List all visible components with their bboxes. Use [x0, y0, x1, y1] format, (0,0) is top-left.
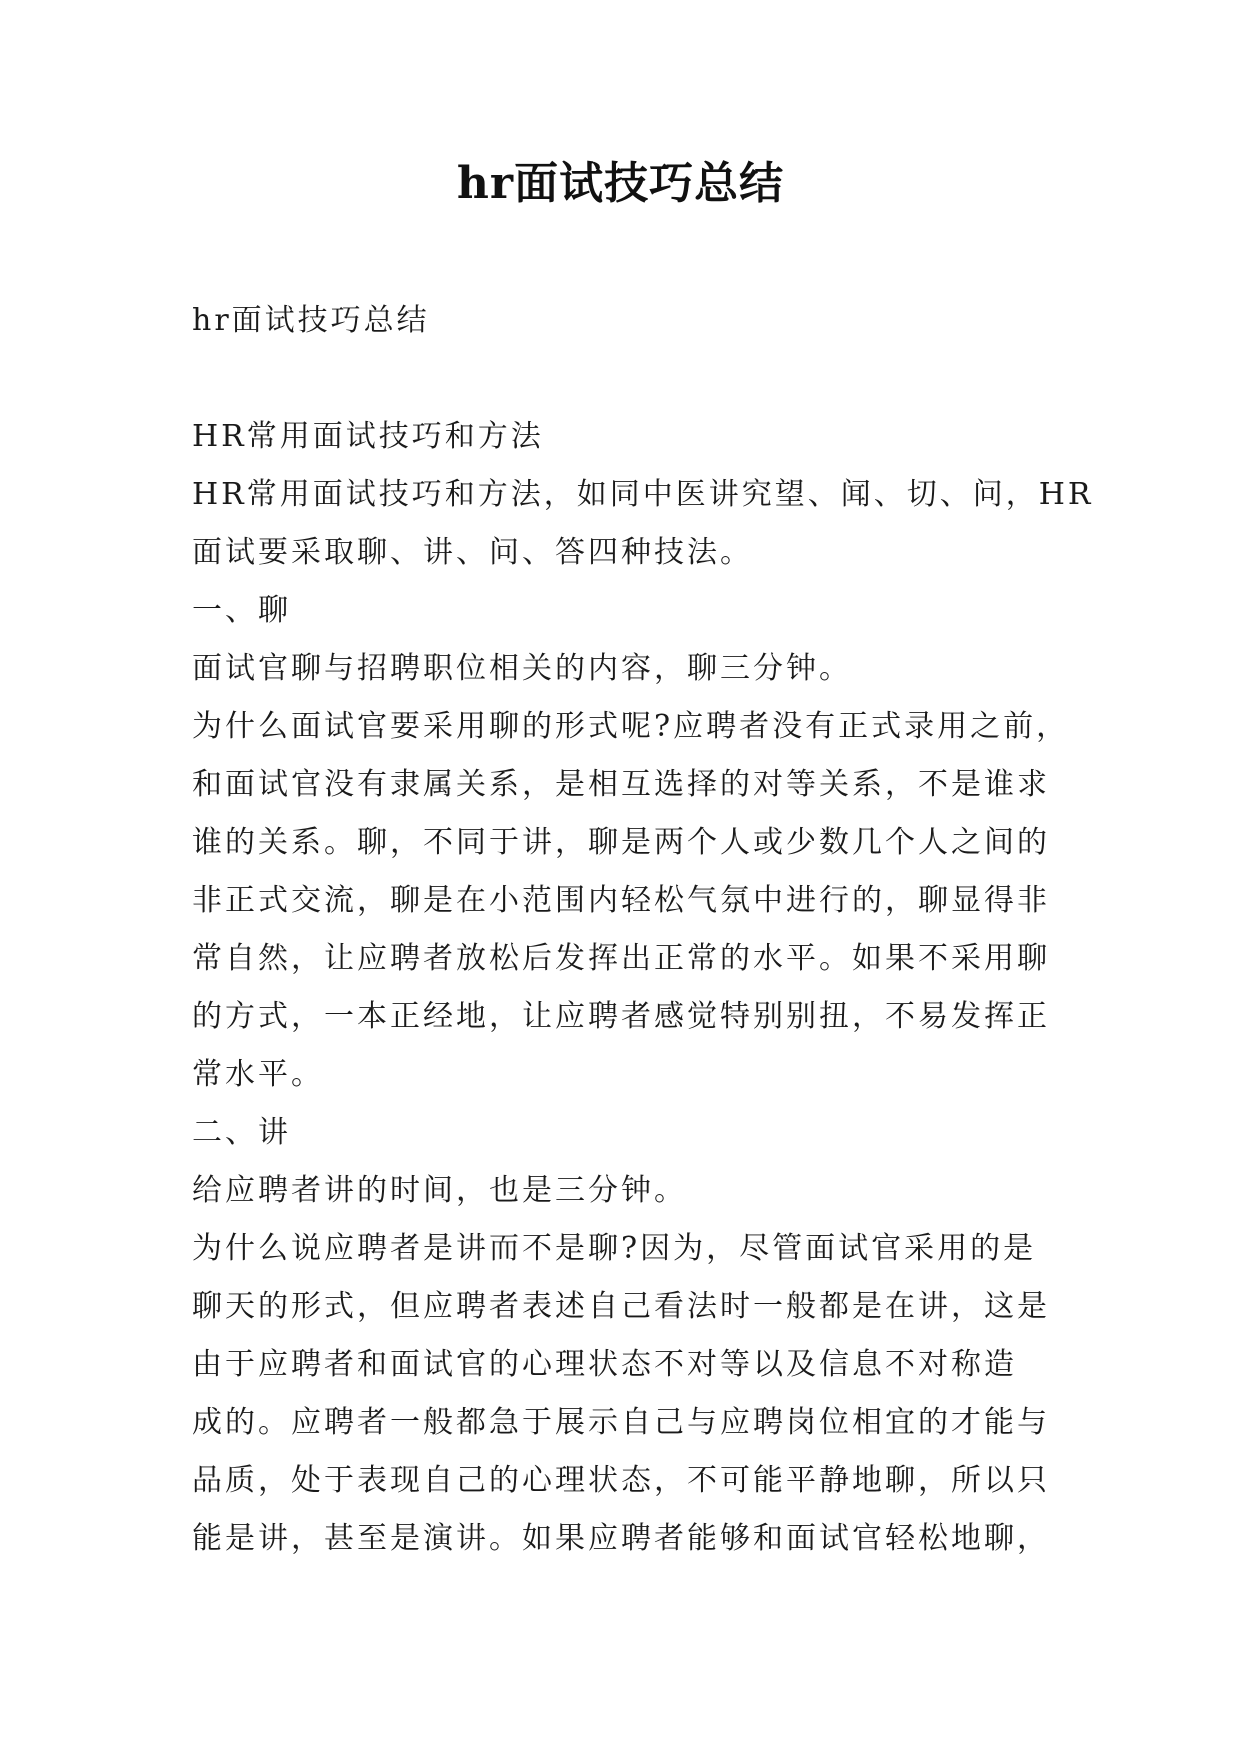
section-heading: HR常用面试技巧和方法	[192, 419, 544, 454]
body-line: 常水平。	[192, 1057, 324, 1092]
section-heading-chat: 一、聊	[192, 593, 291, 628]
section-heading-talk: 二、讲	[192, 1115, 291, 1150]
body-line: 和面试官没有隶属关系，是相互选择的对等关系，不是谁求	[192, 767, 1050, 802]
body-line: 谁的关系。聊，不同于讲，聊是两个人或少数几个人之间的	[192, 825, 1050, 860]
body-line: 非正式交流，聊是在小范围内轻松气氛中进行的，聊显得非	[192, 883, 1050, 918]
body-line: 由于应聘者和面试官的心理状态不对等以及信息不对称造	[192, 1347, 1017, 1382]
body-line: 成的。应聘者一般都急于展示自己与应聘岗位相宜的才能与	[192, 1405, 1050, 1440]
body-line: 面试官聊与招聘职位相关的内容，聊三分钟。	[192, 651, 852, 686]
body-line: 给应聘者讲的时间，也是三分钟。	[192, 1173, 687, 1208]
body-line: 品质，处于表现自己的心理状态，不可能平静地聊，所以只	[192, 1463, 1050, 1498]
page-title: hr面试技巧总结	[456, 158, 785, 209]
document-subtitle: hr面试技巧总结	[192, 303, 430, 338]
body-line: 能是讲，甚至是演讲。如果应聘者能够和面试官轻松地聊，	[192, 1521, 1050, 1556]
body-line: 常自然，让应聘者放松后发挥出正常的水平。如果不采用聊	[192, 941, 1050, 976]
body-line: 为什么面试官要采用聊的形式呢?应聘者没有正式录用之前，	[192, 709, 1070, 744]
body-line: 面试要采取聊、讲、问、答四种技法。	[192, 535, 753, 570]
body-line: 的方式，一本正经地，让应聘者感觉特别别扭，不易发挥正	[192, 999, 1050, 1034]
document-body	[192, 292, 1094, 1568]
body-line: 为什么说应聘者是讲而不是聊?因为，尽管面试官采用的是	[192, 1231, 1037, 1266]
body-line: HR常用面试技巧和方法，如同中医讲究望、闻、切、问，HR	[192, 477, 1094, 512]
body-line: 聊天的形式，但应聘者表述自己看法时一般都是在讲，这是	[192, 1289, 1050, 1324]
